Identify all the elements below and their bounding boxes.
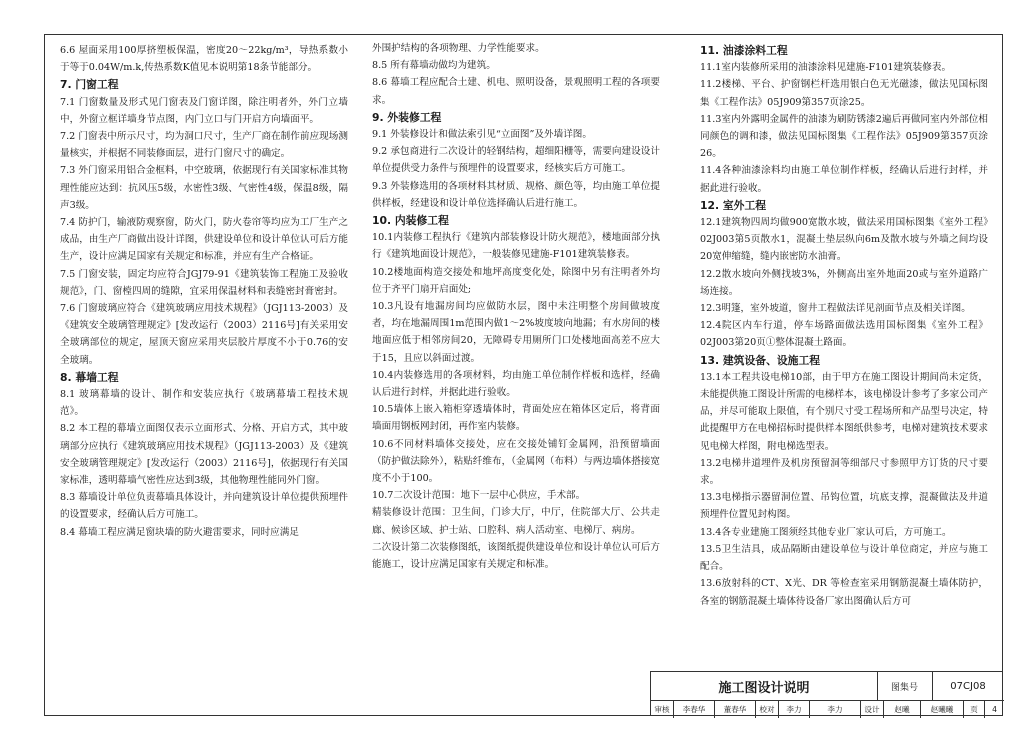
page-number: 4	[992, 705, 997, 714]
paragraph: 7.6 门窗玻璃应符合《建筑玻璃应用技术规程》（JGJ113-2003）及《建筑安全玻璃管理规定》[发改运行（2003）2116号]有关采用安全玻璃部位的规定，屋顶天窗应采用夹层胶片厚度不小于0.76的安全玻璃。	[60, 303, 348, 366]
paragraph: 11.4各种油漆涂料均由施工单位制作样板，经确认后进行封样，并据此进行验收。	[700, 165, 988, 194]
paragraph: 10.5墙体上嵌入箱柜穿透墙体时，背面处应在箱体区定后，将背面墙面用钢板网封闭，再作室内装修。	[372, 404, 660, 433]
section-heading: 8. 幕墙工程	[60, 370, 119, 384]
paragraph: 11.1室内装修所采用的油漆涂料见建施-F101建筑装修表。	[700, 62, 952, 74]
reviewer-name: 李春华	[674, 701, 715, 718]
paragraph: 10.1内装修工程执行《建筑内部装修设计防火规范》，楼地面部分执行《建筑地面设计规范》，一般装修见建施-F101建筑装修表。	[372, 232, 660, 261]
paragraph: 12.2散水坡向外侧找坡3%，外侧高出室外地面20或与室外道路广场连接。	[700, 268, 988, 297]
atlas-number-label: 图集号	[877, 672, 933, 700]
paragraph: 6.6 屋面采用100厚挤塑板保温，密度20～22kg/m³，导热系数小于等于0.04W/m.k,传热系数K值见本说明第18条节能部分。	[60, 45, 348, 74]
paragraph: 13.4各专业建施工图须经其他专业厂家认可后，方可施工。	[700, 526, 952, 538]
checker-signature: 李力	[810, 701, 861, 718]
column-right	[700, 42, 988, 610]
checker-name: 李力	[779, 701, 810, 718]
paragraph: 7.2 门窗表中所示尺寸，均为洞口尺寸，生产厂商在制作前应现场测量核实，并根据不同装修面层，进行门窗尺寸的确定。	[60, 131, 348, 160]
check-label: 校对	[756, 701, 779, 718]
paragraph: 13.5卫生洁具，成品隔断由建设单位与设计单位商定，并应与施工配合。	[700, 543, 988, 573]
paragraph: 9.3 外装修选用的各项材料其材质、规格、颜色等，均由施工单位提供样板，经建设和设计单位选择确认后进行施工。	[372, 180, 660, 209]
designer-name: 赵曦	[884, 701, 921, 718]
paragraph: 11.2楼梯、平台、护窗钢栏杆选用银白色无光磁漆，做法见国标图集《工程作法》05J909第357页涂25。	[700, 79, 988, 108]
section-heading: 11. 油漆涂料工程	[700, 44, 788, 57]
designer-signature: 赵曦曦	[921, 701, 964, 718]
paragraph: 8.2 本工程的幕墙立面图仅表示立面形式、分格、开启方式，其中玻璃部分应执行《建筑玻璃应用技术规程》（JGJ113-2003）及《建筑安全玻璃管理规定》[发改运行（2003）2116号]，依据现行有关国家标准，透明幕墙气密性应达到3级，其他物理性能同外门窗。	[60, 423, 348, 487]
review-label: 审核	[651, 701, 674, 718]
paragraph: 7.1 门窗数量及形式见门窗表及门窗详图，除注明者外，外门立墙中，外窗立框详墙身节点图，内门立口与门开启方向墙面平。	[60, 96, 348, 125]
reviewer-signature: 董春华	[715, 701, 756, 718]
design-label: 设计	[861, 701, 884, 718]
paragraph: 8.4 幕墙工程应满足窗块墙的防火避雷要求，同时应满足	[60, 526, 299, 538]
column-middle	[372, 40, 660, 573]
paragraph: 9.2 承包商进行二次设计的轻钢结构，超细阳栅等，需要向建设设计单位提供受力条件与预埋件的设置要求，经核实后方可施工。	[372, 146, 660, 175]
paragraph: 13.3电梯指示器留洞位置、吊钩位置，坑底支撑，混凝做法及井道预埋件位置见封构图。	[700, 492, 988, 521]
paragraph: 外围护结构的各项物理、力学性能要求。	[372, 43, 545, 54]
section-heading: 9. 外装修工程	[372, 110, 442, 124]
paragraph: 7.4 防护门，输液防观察窗，防火门，防火卷帘等均应为工厂生产之成品，由生产厂商做出设计详图，供建设单位和设计单位认可后方能生产，设计应满足国家有关规定和标准，并应有生产合格证。	[60, 217, 348, 263]
atlas-number-value: 07CJ08	[950, 680, 986, 692]
paragraph: 7.5 门窗安装，固定均应符合JGJ79-91《建筑装饰工程施工及验收规范》，门、窗樘四周的缝隙，宜采用保温材料和表缝密封膏密封。	[60, 268, 348, 297]
paragraph: 10.6不同材料墙体交接处，应在交接处铺钉金属网，沿预留墙面（防护做法除外），粘贴纤维布，（金属网（布料）与两边墙体搭接宽度不小于100。	[372, 438, 660, 485]
paragraph: 10.2楼地面构造交接处和地坪高度变化处，除图中另有注明者外均位于齐平门扇开启面处;	[372, 266, 660, 295]
signature-row	[651, 700, 1004, 718]
paragraph: 10.4内装修选用的各项材料，均由施工单位制作样板和选样，经确认后进行封样，并据此进行验收。	[372, 369, 660, 399]
drawing-title: 施工图设计说明	[651, 672, 878, 700]
paragraph: 12.3明篷，室外坡道，窗井工程做法详见剖面节点及相关详图。	[700, 303, 971, 315]
paragraph: 10.7二次设计范围：地下一层中心供应，手术部。	[372, 490, 586, 502]
column-left	[60, 42, 348, 541]
paragraph: 7.3 外门窗采用铝合金框料，中空玻璃，依据现行有关国家标准其物理性能应达到：抗风压5级，水密性3级、气密性4级，保温8级，隔声3级。	[60, 165, 348, 211]
paragraph: 9.1 外装修设计和做法索引见“立面图”及外墙详图。	[372, 129, 592, 141]
paragraph: 13.2电梯井道埋件及机房预留洞等细部尺寸参照甲方订货的尺寸要求。	[700, 457, 988, 487]
paragraph: 8.3 幕墙设计单位负责幕墙具体设计，并向建筑设计单位提供预埋件的设置要求，经确认后方可施工。	[60, 492, 348, 521]
paragraph: 13.6放射科的CT、X光、DR 等检查室采用钢筋混凝土墙体防护，各室的钢筋混凝土墙体待设备厂家出图确认后方可	[700, 578, 988, 607]
paragraph: 8.5 所有幕墙动做均为建筑。	[372, 60, 496, 72]
section-heading: 10. 内装修工程	[372, 214, 449, 228]
paragraph: 8.1 玻璃幕墙的设计、制作和安装应执行《玻璃幕墙工程技术规范》。	[60, 389, 348, 418]
paragraph: 13.1本工程共设电梯10部，由于甲方在施工图设计期间尚未定货，未能提供施工图设计所需的电梯样本，该电梯设计参考了多家公司产品，并尽可能取上限值，有个别尺寸受工程场所和产品型号决定，特此提醒甲方在电梯招标时提供样本图纸供参考，电梯对建筑技术要求见电梯大样图，附电梯选型表。	[700, 371, 988, 452]
section-heading: 7. 门窗工程	[60, 78, 119, 92]
paragraph: 12.4院区内车行道，停车场路面做法选用国标图集《室外工程》02J003第20页①整体混凝土路面。	[700, 320, 988, 349]
paragraph: 11.3室内外露明金属件的油漆为刷防锈漆2遍后再做同室内外部位相同颜色的调和漆，做法见国标图集《工程作法》05J909第357页涂26。	[700, 113, 988, 160]
paragraph: 精装修设计范围：卫生间，门诊大厅，中厅，住院部大厅、公共走廊、候诊区域、护士站、口腔科、病人活动室、电梯厅、病房。	[372, 507, 660, 536]
paragraph: 12.1建筑物四周均做900宽散水坡，做法采用国标图集《室外工程》02J003第5页散水1，混凝土垫层纵向6m及散水坡与外墙之间均设20宽伸缩缝，缝内嵌密防水油膏。	[700, 217, 988, 263]
page-label: 页	[964, 701, 985, 718]
paragraph: 10.3凡设有地漏房间均应做防水层，图中未注明整个房间做坡度者，均在地漏周围1m范围内做1～2%坡度坡向地漏；有水房间的楼地面应低于相邻房间20，无障碍专用厕所门口处楼地面高差不应大于15，且应以斜面过渡。	[372, 301, 660, 364]
paragraph: 二次设计第二次装修图纸，该图纸提供建设单位和设计单位认可后方能施工，设计应满足国家有关规定和标准。	[372, 541, 660, 571]
title-block	[650, 671, 1003, 716]
section-heading: 12. 室外工程	[700, 198, 767, 212]
paragraph: 8.6 幕墙工程应配合土建、机电、照明设备，景观照明工程的各项要求。	[372, 77, 660, 106]
section-heading: 13. 建筑设备、设施工程	[700, 353, 821, 367]
